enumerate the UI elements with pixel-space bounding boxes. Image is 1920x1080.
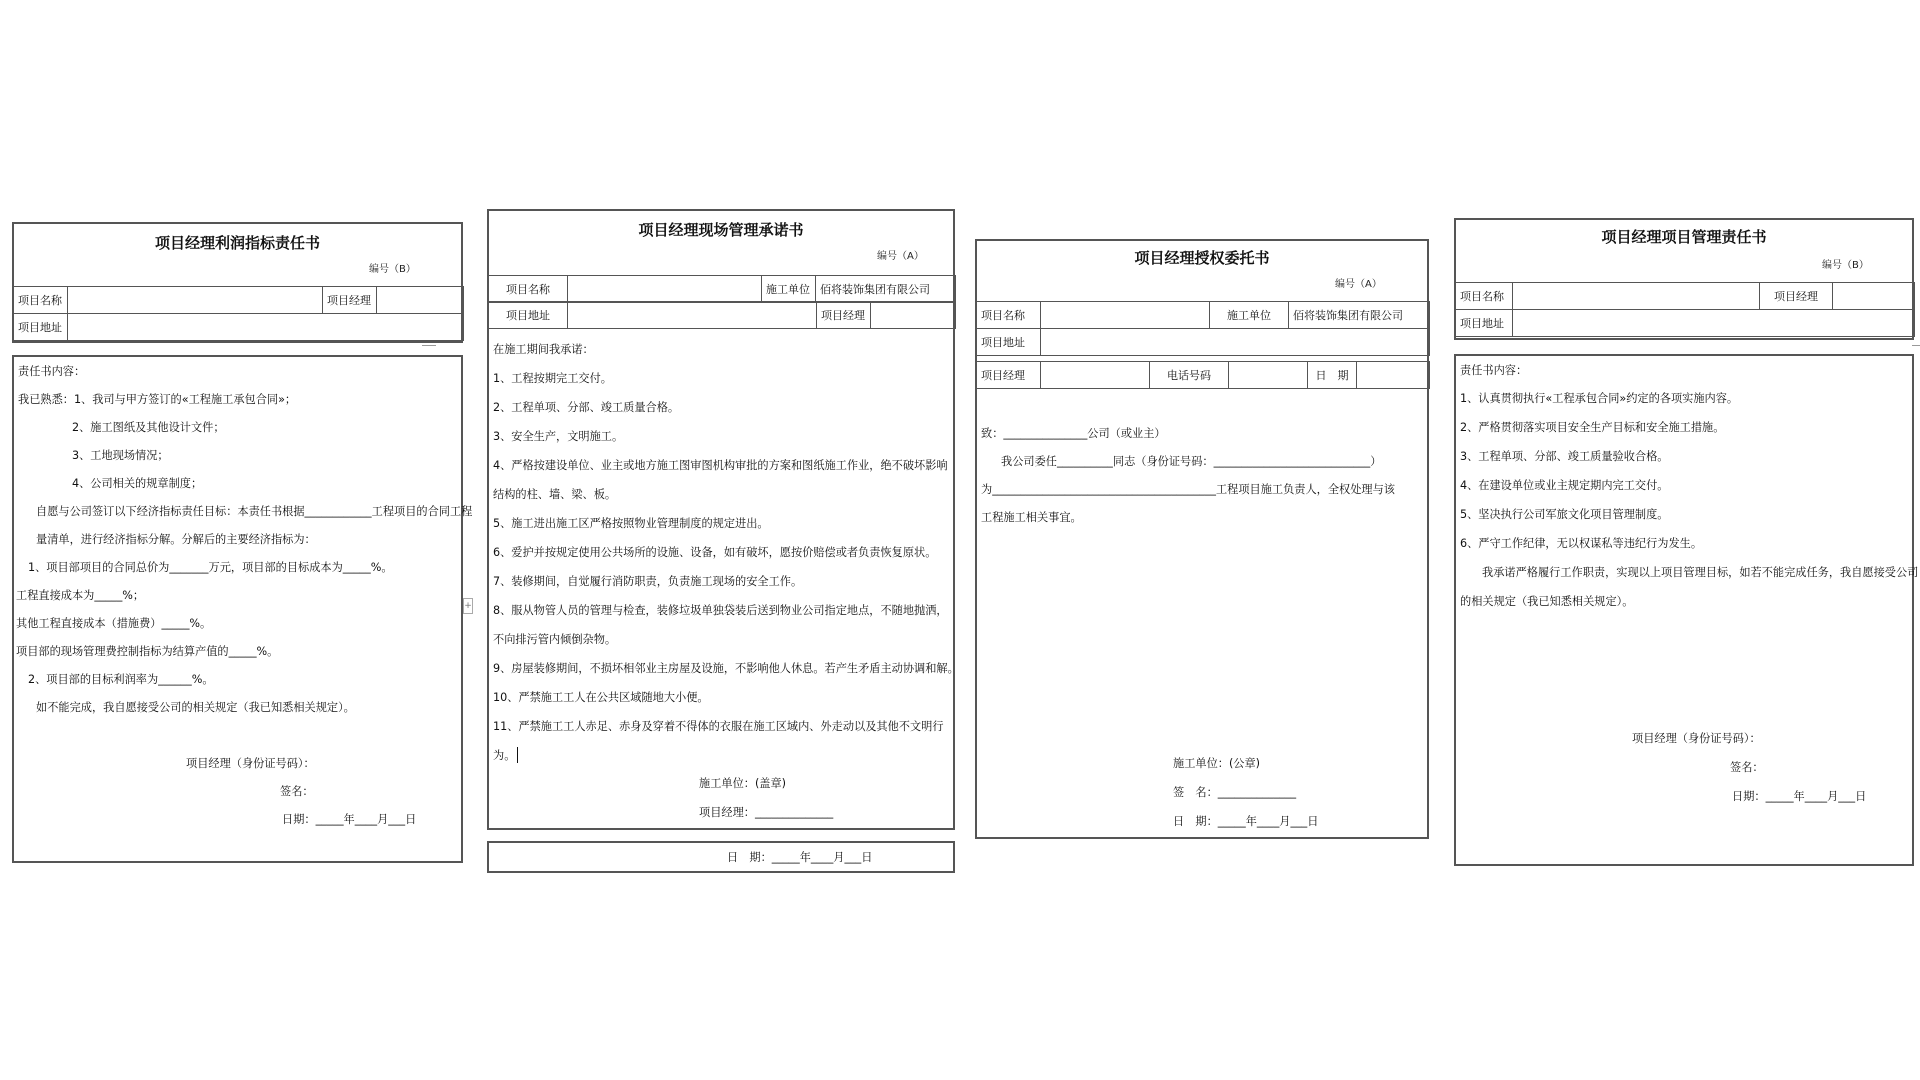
doc1-address-label: 项目地址 [14, 314, 68, 341]
doc1-name-value[interactable] [68, 287, 323, 314]
doc4-line: 的相关规定（我已知悉相关规定）。 [1460, 595, 1634, 608]
doc4-name-label: 项目名称 [1456, 283, 1513, 310]
doc3-main-box [975, 239, 1429, 839]
doc2-manager-label: 项目经理 [817, 302, 871, 329]
doc4-signature-name: 签名： [1730, 761, 1764, 774]
page-break-marker: + [463, 598, 473, 614]
doc4-line: 3、工程单项、分部、竣工质量验收合格。 [1460, 450, 1669, 463]
doc1-line: 其他工程直接成本（措施费）_____%。 [16, 617, 212, 630]
doc1-line: 3、工地现场情况； [72, 449, 169, 462]
page-corner-mark [422, 345, 436, 352]
doc1-line: 2、项目部的目标利润率为______%。 [28, 673, 214, 686]
doc3-code: 编号（A） [1335, 279, 1382, 290]
doc4-name-value[interactable] [1513, 283, 1760, 310]
doc2-info-table-row2 [488, 301, 956, 329]
doc2-address-label: 项目地址 [489, 302, 568, 329]
doc2-line: 11、严禁施工工人赤足、赤身及穿着不得体的衣服在施工区域内、外走动以及其他不文明行 [493, 720, 944, 733]
doc1-line: 2、施工图纸及其他设计文件； [72, 421, 225, 434]
doc1-name-label: 项目名称 [14, 287, 68, 314]
doc2-unit-label: 施工单位 [762, 276, 816, 303]
doc2-line: 2、工程单项、分部、竣工质量合格。 [493, 401, 680, 414]
doc2-line: 1、工程按期完工交付。 [493, 372, 612, 385]
doc1-signature-date: 日期：_____年____月___日 [282, 813, 417, 826]
doc2-line: 10、严禁施工工人在公共区域随地大小便。 [493, 691, 709, 704]
doc2-line: 7、装修期间，自觉履行消防职责，负责施工现场的安全工作。 [493, 575, 803, 588]
doc3-date-value[interactable] [1357, 362, 1430, 389]
doc3-info-table [976, 301, 1430, 356]
doc1-line: 自愿与公司签订以下经济指标责任目标：本责任书根据____________工程项目的合同工程 [36, 505, 473, 518]
doc3-date-line: 日 期：_____年____月___日 [1173, 815, 1319, 828]
doc2-address-value[interactable] [568, 302, 817, 329]
doc3-phone-value[interactable] [1229, 362, 1308, 389]
doc2-line: 4、严格按建设单位、业主或地方施工图审图机构审批的方案和图纸施工作业，绝不破坏影响 [493, 459, 948, 472]
doc4-code: 编号（B） [1822, 260, 1869, 271]
doc3-stamp-line: 施工单位：(公章) [1173, 757, 1261, 770]
doc2-line: 结构的柱、墙、梁、板。 [493, 488, 617, 501]
doc2-line: 8、服从物管人员的管理与检查，装修垃圾单独袋装后送到物业公司指定地点，不随地抛洒， [493, 604, 948, 617]
doc2-line: 在施工期间我承诺： [493, 343, 594, 356]
doc2-code: 编号（A） [877, 251, 924, 262]
doc2-line: 5、施工进出施工区严格按照物业管理制度的规定进出。 [493, 517, 769, 530]
doc4-line: 2、严格贯彻落实项目安全生产目标和安全施工措施。 [1460, 421, 1725, 434]
doc4-line: 4、在建设单位或业主规定期内完工交付。 [1460, 479, 1669, 492]
doc2-line: 不向排污管内倾倒杂物。 [493, 633, 617, 646]
doc4-line: 1、认真贯彻执行«工程承包合同»约定的各项实施内容。 [1460, 392, 1739, 405]
doc4-title: 项目经理项目管理责任书 [1601, 228, 1767, 246]
doc3-unit-label: 施工单位 [1210, 302, 1289, 329]
doc3-unit-value: 佰将装饰集团有限公司 [1289, 302, 1430, 329]
doc4-line: 6、严守工作纪律，无以权谋私等违纪行为发生。 [1460, 537, 1703, 550]
doc1-code: 编号（B） [369, 264, 416, 275]
doc2-name-label: 项目名称 [489, 276, 568, 303]
doc3-line: 工程施工相关事宜。 [981, 511, 1082, 524]
doc3-name-value[interactable] [1041, 302, 1210, 329]
doc1-address-value[interactable] [68, 314, 464, 341]
doc4-info-table [1455, 282, 1915, 337]
doc3-line: 我公司委任__________同志（身份证号码：____________________________） [1001, 455, 1382, 468]
doc4-line: 5、坚决执行公司军旅文化项目管理制度。 [1460, 508, 1669, 521]
doc1-line: 项目部的现场管理费控制指标为结算产值的_____%。 [16, 645, 279, 658]
doc4-signature-date: 日期：_____年____月___日 [1732, 790, 1867, 803]
doc4-body-box [1454, 354, 1919, 866]
doc2-line: 6、爱护并按规定使用公共场所的设施、设备，如有破坏，愿按价赔偿或者负责恢复原状。 [493, 546, 937, 559]
doc3-line: 为________________________________________工程项目施工负责人，全权处理与该 [981, 483, 1395, 496]
doc2-name-value[interactable] [568, 276, 762, 303]
page-corner-mark [1912, 345, 1920, 352]
doc3-sign-line: 签 名：______________ [1173, 786, 1297, 799]
doc2-date-line: 日 期：_____年____月___日 [727, 851, 873, 864]
doc2-date-box [487, 841, 955, 873]
doc3-phone-label: 电话号码 [1150, 362, 1229, 389]
doc3-name-label: 项目名称 [977, 302, 1041, 329]
doc1-line: 责任书内容： [18, 365, 86, 378]
doc3-date-label: 日 期 [1308, 362, 1357, 389]
doc1-signature-id: 项目经理（身份证号码）： [186, 757, 315, 770]
doc3-manager-label: 项目经理 [977, 362, 1041, 389]
doc1-title: 项目经理利润指标责任书 [154, 234, 320, 252]
doc1-line: 工程直接成本为_____%； [16, 589, 145, 602]
doc4-signature-id: 项目经理（身份证号码）： [1632, 732, 1761, 745]
doc3-address-value[interactable] [1041, 329, 1430, 356]
doc4-line: 责任书内容： [1460, 364, 1528, 377]
doc4-manager-label: 项目经理 [1760, 283, 1833, 310]
doc1-line: 1、项目部项目的合同总价为_______万元，项目部的目标成本为_____%。 [28, 561, 393, 574]
doc1-signature-name: 签名： [280, 785, 314, 798]
doc4-line: 我承诺严格履行工作职责，实现以上项目管理目标，如若不能完成任务，我自愿接受公司 [1482, 566, 1919, 579]
doc4-manager-value[interactable] [1833, 283, 1915, 310]
doc2-title: 项目经理现场管理承诺书 [638, 221, 804, 239]
doc3-manager-value[interactable] [1041, 362, 1150, 389]
doc2-line: 3、安全生产，文明施工。 [493, 430, 624, 443]
doc1-header-box [12, 222, 463, 343]
doc2-line: 9、房屋装修期间，不损坏相邻业主房屋及设施，不影响他人休息。若产生矛盾主动协调和解。 [493, 662, 959, 675]
doc1-manager-label: 项目经理 [323, 287, 377, 314]
doc1-body-box [12, 355, 473, 863]
doc3-line: 致：_______________公司（或业主） [981, 427, 1166, 440]
doc2-line: 为。 [493, 749, 516, 762]
doc2-main-box [487, 209, 959, 830]
doc1-manager-value[interactable] [377, 287, 464, 314]
doc2-manager-sign-line: 项目经理：______________ [699, 806, 834, 819]
doc1-line: 4、公司相关的规章制度； [72, 477, 203, 490]
doc1-info-table [13, 286, 464, 341]
doc4-address-label: 项目地址 [1456, 310, 1513, 337]
text-cursor [517, 747, 518, 763]
doc2-manager-value[interactable] [871, 302, 956, 329]
doc3-info-table-row3 [976, 361, 1430, 389]
doc1-line: 量清单，进行经济指标分解。分解后的主要经济指标为： [36, 533, 316, 546]
doc3-address-label: 项目地址 [977, 329, 1041, 356]
doc4-header-box [1454, 218, 1914, 340]
doc1-line: 如不能完成，我自愿接受公司的相关规定（我已知悉相关规定）。 [36, 701, 355, 714]
doc4-address-value[interactable] [1513, 310, 1915, 337]
doc2-stamp-line: 施工单位：(盖章) [699, 777, 787, 790]
doc3-title: 项目经理授权委托书 [1134, 249, 1270, 267]
doc2-info-table [488, 275, 956, 303]
doc2-unit-value: 佰将装饰集团有限公司 [816, 276, 956, 303]
doc1-line: 我已熟悉：1、我司与甲方签订的«工程施工承包合同»； [18, 393, 297, 406]
